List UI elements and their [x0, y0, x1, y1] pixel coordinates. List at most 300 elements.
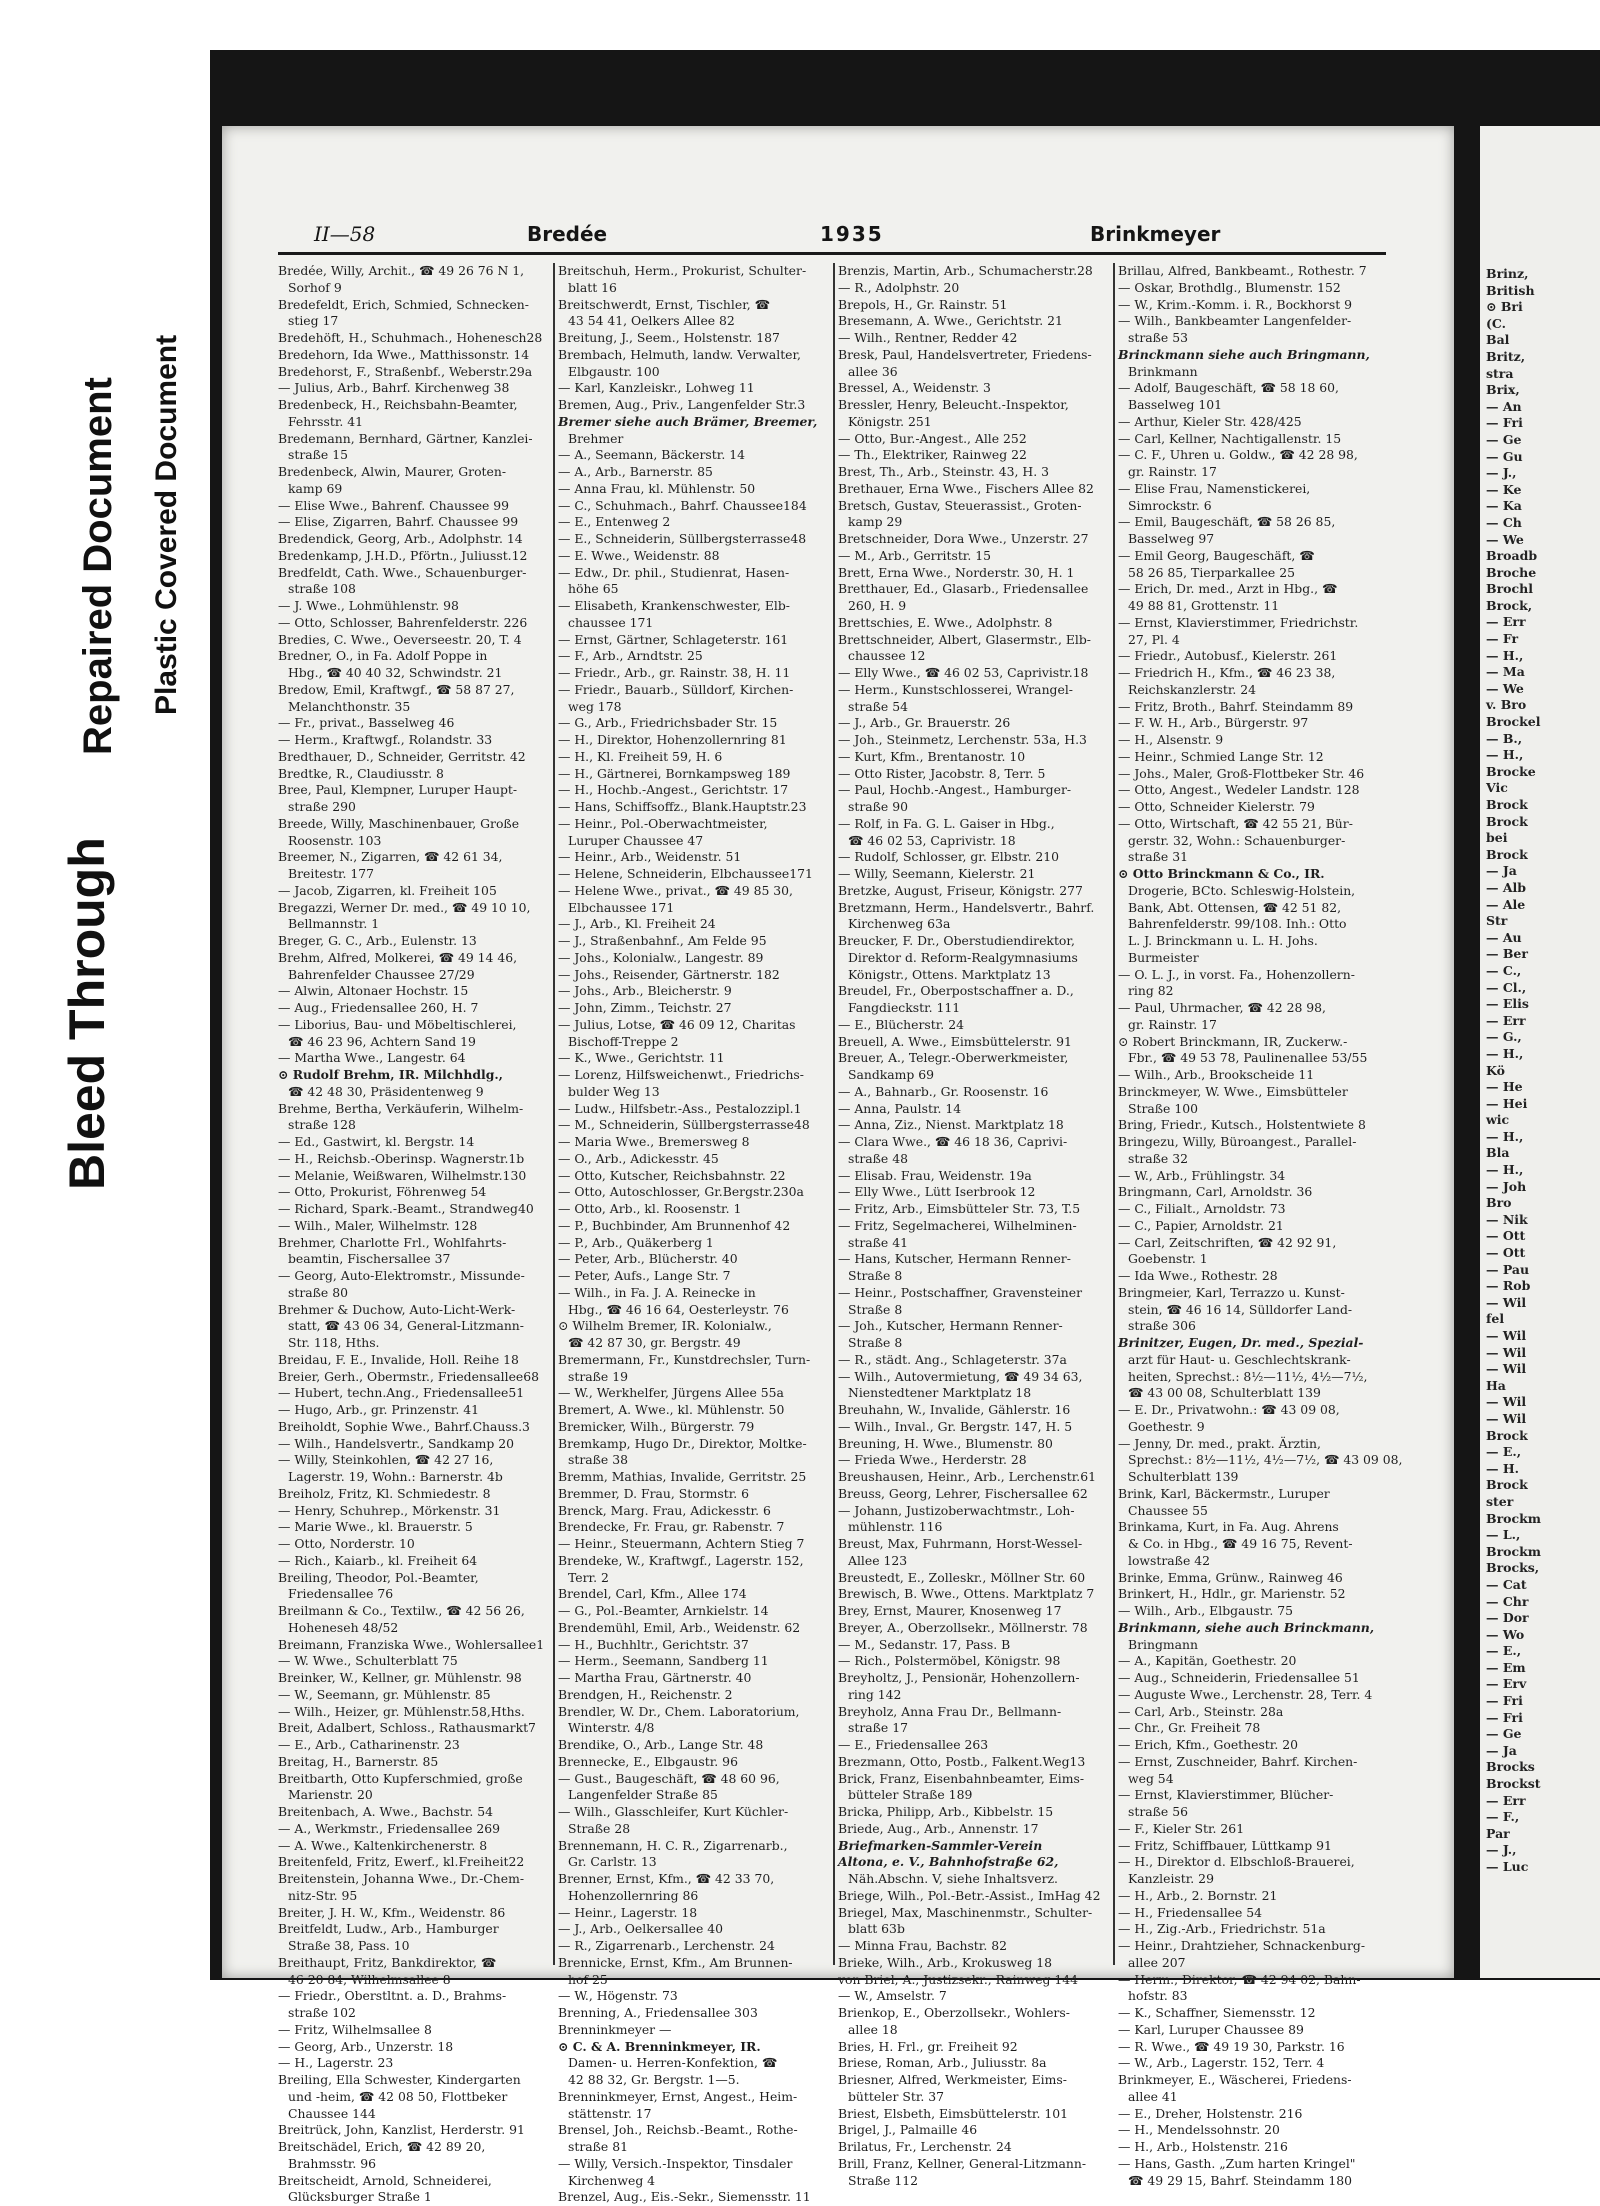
directory-entry-line: Bremert, A. Wwe., kl. Mühlenstr. 50: [558, 1402, 785, 1417]
directory-entry-line: Straße 8: [848, 1301, 903, 1317]
directory-entry-line: straße 56: [1128, 1804, 1188, 1819]
directory-column-3: [838, 263, 1108, 2188]
directory-entry-line: Bremer siehe auch Brämer, Breemer,: [558, 413, 818, 429]
adjacent-page-fragment: ster: [1486, 1493, 1514, 1509]
directory-entry-line: und -heim, ☎ 42 08 50, Flottbeker: [288, 2088, 508, 2104]
directory-entry-line: — H., Hochb.-Angest., Gerichtstr. 17: [558, 782, 789, 798]
adjacent-page-fragment: Brockm: [1486, 1543, 1541, 1559]
directory-entry-line: — Carl, Zeitschriften, ☎ 42 92 91,: [1118, 1234, 1337, 1250]
directory-entry-line: — Maria Wwe., Bremersweg 8: [558, 1134, 750, 1149]
adjacent-page-fragment: — Ke: [1486, 481, 1522, 497]
directory-entry-line: — Friedr., Bauarb., Sülldorf, Kirchen-: [558, 681, 794, 697]
directory-entry-line: — Wilh., Rentner, Redder 42: [838, 330, 1018, 345]
directory-entry-line: Brinkama, Kurt, in Fa. Aug. Ahrens: [1118, 1519, 1339, 1535]
directory-entry-line: Breushausen, Heinr., Arb., Lerchenstr.61: [838, 1469, 1096, 1484]
adjacent-page-fragment: — H.,: [1486, 747, 1524, 763]
directory-entry-line: Goethestr. 9: [1128, 1418, 1205, 1434]
directory-entry-line: — Joh., Kutscher, Hermann Renner-: [838, 1318, 1063, 1334]
directory-entry-line: Nienstedtener Marktplatz 18: [848, 1385, 1032, 1401]
directory-entry-line: — J. Wwe., Lohmühlenstr. 98: [278, 598, 459, 613]
directory-entry-line: weg 178: [568, 698, 622, 714]
directory-entry-line: Breucker, F. Dr., Oberstudiendirektor,: [838, 933, 1075, 948]
directory-entry-line: — P., Buchbinder, Am Brunnenhof 42: [558, 1217, 791, 1233]
directory-entry-line: straße 48: [848, 1150, 908, 1166]
directory-entry-line: — Ernst, Gärtner, Schlageterstr. 161: [558, 631, 789, 647]
directory-entry-line: — H., Reichsb.-Oberinsp. Wagnerstr.1b: [278, 1150, 525, 1166]
directory-entry-line: — O., Arb., Adickesstr. 45: [558, 1150, 719, 1166]
directory-entry-line: Bredendick, Georg, Arb., Adolphstr. 14: [278, 531, 523, 546]
directory-entry-line: — Joh., Steinmetz, Lerchenstr. 53a, H.3: [838, 732, 1087, 747]
directory-entry-line: Bringmann: [1128, 1636, 1198, 1652]
directory-entry-line: — C., Schuhmach., Bahrf. Chaussee184: [558, 497, 807, 513]
directory-entry-line: Bresk, Paul, Handelsvertreter, Friedens-: [838, 346, 1092, 362]
directory-entry-line: — Wilh., Handelsvertr., Sandkamp 20: [278, 1435, 515, 1451]
adjacent-page-fragment: — Ale: [1486, 896, 1526, 912]
directory-entry-line: — H., Arb., Holstenstr. 216: [1118, 2139, 1288, 2154]
directory-entry-line: — H., Alsenstr. 9: [1118, 732, 1224, 747]
directory-entry-line: — W. Wwe., Schulterblatt 75: [278, 1653, 458, 1669]
directory-entry-line: — Rich., Kaiarb., kl. Freiheit 64: [278, 1552, 478, 1568]
directory-entry-line: 27, Pl. 4: [1128, 631, 1180, 647]
directory-entry-line: Bretzmann, Herm., Handelsvertr., Bahrf.: [838, 899, 1095, 915]
directory-entry-line: Gr. Carlstr. 13: [568, 1854, 657, 1870]
page-number: II—58: [314, 222, 376, 246]
adjacent-page-fragment: — Fr: [1486, 631, 1519, 647]
directory-entry-line: weg 54: [1128, 1770, 1174, 1786]
directory-entry-line: Brenninkmeyer —: [558, 2021, 672, 2037]
directory-entry-line: Brendgen, H., Reichenstr. 2: [558, 1686, 733, 1702]
directory-entry-line: Brinkert, H., Hdlr., gr. Marienstr. 52: [1118, 1586, 1346, 1602]
directory-entry-line: kamp 69: [288, 480, 343, 496]
adjacent-page-fragment: — Ch: [1486, 514, 1522, 530]
directory-entry-line: Bredefeldt, Erich, Schmied, Schnecken-: [278, 296, 529, 312]
directory-entry-line: Breitfeldt, Ludw., Arb., Hamburger: [278, 1921, 499, 1937]
directory-entry-line: Brink, Karl, Bäckermstr., Luruper: [1118, 1485, 1330, 1501]
adjacent-page-fragment: — Err: [1486, 1012, 1526, 1028]
adjacent-page-fragment: Brinz,: [1486, 266, 1529, 281]
directory-entry-line: Chaussee 144: [288, 2105, 376, 2121]
directory-entry-line: — H., Buchhltr., Gerichtstr. 37: [558, 1636, 749, 1652]
directory-entry-line: Elbgaustr. 100: [568, 363, 660, 379]
directory-entry-line: — A. Wwe., Kaltenkirchenerstr. 8: [278, 1837, 488, 1853]
directory-entry-line: ring 82: [1128, 983, 1174, 999]
directory-entry-line: — C., Papier, Arnoldstr. 21: [1118, 1217, 1284, 1233]
directory-entry-line: Bremicker, Wilh., Bürgerstr. 79: [558, 1418, 755, 1434]
directory-entry-line: Breier, Gerh., Obermstr., Friedensallee68: [278, 1368, 540, 1384]
directory-entry-line: Brembach, Helmuth, landw. Verwalter,: [558, 346, 801, 362]
directory-entry-line: Breitung, J., Seem., Holstenstr. 187: [558, 330, 780, 345]
directory-entry-line: Briegel, Max, Maschinenmstr., Schulter-: [838, 1904, 1093, 1920]
directory-entry-line: ☎ 42 48 30, Präsidentenweg 9: [288, 1083, 484, 1099]
directory-entry-line: Fehrsstr. 41: [288, 413, 364, 429]
directory-entry-line: Straße 100: [1128, 1100, 1198, 1116]
adjacent-page-fragment: Brock: [1486, 846, 1528, 862]
directory-entry-line: Brendel, Carl, Kfm., Allee 174: [558, 1586, 747, 1602]
directory-entry-line: — F., Arb., Arndtstr. 25: [558, 648, 703, 664]
directory-entry-line: — M., Sedanstr. 17, Pass. B: [838, 1636, 1011, 1652]
directory-entry-line: straße 80: [288, 1284, 348, 1300]
directory-entry-line: Hoheneseh 48/52: [288, 1619, 399, 1635]
directory-entry-line: — Willy, Versich.-Inspektor, Tinsdaler: [558, 2155, 793, 2171]
adjacent-page-fragment: — Nik: [1486, 1211, 1528, 1227]
directory-entry-line: straße 17: [848, 1720, 908, 1736]
directory-entry-line: — G., Arb., Friedrichsbader Str. 15: [558, 715, 778, 731]
directory-entry-line: Brehmer: [568, 430, 624, 446]
adjacent-page-fragment: — Wil: [1486, 1361, 1527, 1377]
directory-entry-line: Bredow, Emil, Kraftwgf., ☎ 58 87 27,: [278, 681, 515, 697]
directory-entry-line: Bretzke, August, Friseur, Königstr. 277: [838, 882, 1083, 898]
directory-entry-line: Breuell, A. Wwe., Eimsbüttelerstr. 91: [838, 1033, 1072, 1049]
directory-entry-line: — W., Högenstr. 73: [558, 1988, 678, 2004]
directory-entry-line: — Alwin, Altonaer Hochstr. 15: [278, 983, 469, 999]
directory-entry-line: Brepols, H., Gr. Rainstr. 51: [838, 296, 1008, 312]
directory-entry-line: — F., Kieler Str. 261: [1118, 1820, 1245, 1836]
adjacent-page-fragment: Brochl: [1486, 581, 1533, 597]
directory-entry-line: Hbg., ☎ 46 16 64, Oesterleystr. 76: [568, 1301, 789, 1317]
directory-entry-line: Bredenbeck, Alwin, Maurer, Groten-: [278, 464, 507, 479]
directory-entry-line: — Martha Frau, Gärtnerstr. 40: [558, 1670, 752, 1685]
adjacent-page-fragment: — Dor: [1486, 1610, 1529, 1626]
directory-entry-line: — Otto, Norderstr. 10: [278, 1536, 415, 1551]
directory-entry-line: — Georg, Auto-Elektromstr., Missunde-: [278, 1268, 525, 1283]
directory-entry-line: — Otto, Autoschlosser, Gr.Bergstr.230a: [558, 1184, 804, 1200]
directory-entry-line: — W., Seemann, gr. Mühlenstr. 85: [278, 1686, 491, 1702]
directory-entry-line: — Elly Wwe., Lütt Iserbrook 12: [838, 1184, 1036, 1200]
directory-entry-line: Brewisch, B. Wwe., Ottens. Marktplatz 7: [838, 1586, 1095, 1602]
directory-entry-line: — E., Friedensallee 263: [838, 1737, 989, 1752]
directory-entry-line: — H., Direktor, Hohenzollernring 81: [558, 732, 787, 747]
directory-entry-line: — Georg, Arb., Unzerstr. 18: [278, 2038, 454, 2054]
directory-entry-line: Bregazzi, Werner Dr. med., ☎ 49 10 10,: [278, 899, 531, 915]
directory-entry-line: — P., Arb., Quäkerberg 1: [558, 1234, 714, 1250]
directory-entry-line: straße 31: [1128, 849, 1188, 865]
directory-entry-line: Reichskanzlerstr. 24: [1128, 681, 1257, 697]
adjacent-page-fragment: — E.,: [1486, 1444, 1522, 1460]
directory-entry-line: — H., Arb., 2. Bornstr. 21: [1118, 1887, 1278, 1903]
directory-entry-line: — W., Arb., Lagerstr. 152, Terr. 4: [1118, 2055, 1325, 2071]
directory-entry-line: Brendeke, W., Kraftwgf., Lagerstr. 152,: [558, 1552, 804, 1568]
year: 1935: [820, 222, 884, 246]
directory-entry-line: Terr. 2: [568, 1569, 609, 1585]
directory-entry-line: — Willy, Seemann, Kielerstr. 21: [838, 866, 1036, 881]
directory-entry-line: — F. W. H., Arb., Bürgerstr. 97: [1118, 715, 1309, 731]
directory-entry-line: straße 38: [568, 1452, 628, 1468]
directory-entry-line: Breede, Willy, Maschinenbauer, Große: [278, 815, 520, 831]
directory-entry-line: Basselweg 97: [1128, 531, 1215, 546]
directory-entry-line: Kanzleistr. 29: [1128, 1871, 1214, 1886]
directory-entry-line: Brahmsstr. 96: [288, 2155, 377, 2171]
adjacent-page: [1480, 126, 1600, 1978]
directory-entry-line: bütteler Str. 37: [848, 2088, 945, 2104]
directory-entry-line: straße 81: [568, 2139, 628, 2154]
directory-entry-line: Bremkamp, Hugo Dr., Direktor, Moltke-: [558, 1435, 807, 1451]
directory-entry-line: — Heinr., Arb., Weidenstr. 51: [558, 849, 742, 865]
adjacent-page-fragment: Brock,: [1486, 597, 1533, 613]
adjacent-page-fragment: bei: [1486, 830, 1508, 846]
adjacent-page-fragment: — Elis: [1486, 996, 1529, 1012]
directory-entry-line: Breimann, Franziska Wwe., Wohlersallee1: [278, 1636, 545, 1652]
adjacent-page-fragment: — Gu: [1486, 448, 1523, 464]
directory-entry-line: 42 88 32, Gr. Bergstr. 1—5.: [568, 2072, 740, 2087]
directory-entry-line: Bremm, Mathias, Invalide, Gerritstr. 25: [558, 1469, 807, 1484]
label-bleed-through: Bleed Through: [59, 837, 115, 1190]
directory-entry-line: Brett, Erna Wwe., Norderstr. 30, H. 1: [838, 564, 1075, 580]
directory-entry-line: Bredehöft, H., Schuhmach., Hohenesch28: [278, 330, 543, 345]
directory-entry-line: ⊙ Robert Brinckmann, IR, Zuckerw.-: [1118, 1033, 1348, 1049]
directory-entry-line: Breit, Adalbert, Schloss., Rathausmarkt7: [278, 1720, 536, 1736]
directory-entry-line: gerstr. 32, Wohn.: Schauenburger-: [1128, 832, 1346, 848]
adjacent-page-fragment: — Ott: [1486, 1228, 1526, 1244]
directory-entry-line: bulder Weg 13: [568, 1083, 660, 1099]
directory-column-4: [1118, 263, 1403, 2188]
directory-entry-line: — R., Zigarrenarb., Lerchenstr. 24: [558, 1938, 775, 1953]
adjacent-page-fragment: — Au: [1486, 929, 1522, 945]
directory-entry-line: Breiling, Theodor, Pol.-Beamter,: [278, 1569, 479, 1585]
directory-entry-line: Briede, Aug., Arb., Annenstr. 17: [838, 1820, 1039, 1836]
directory-entry-line: Melanchthonstr. 35: [288, 698, 411, 714]
directory-entry-line: nitz-Str. 95: [288, 1887, 358, 1903]
directory-entry-line: — Friedrich H., Kfm., ☎ 46 23 38,: [1118, 665, 1336, 680]
adjacent-page-fragment: Brock: [1486, 797, 1528, 812]
directory-entry-line: Brinckmeyer, W. Wwe., Eimsbütteler: [1118, 1083, 1348, 1099]
directory-entry-line: — A., Arb., Barnerstr. 85: [558, 464, 713, 479]
directory-entry-line: — E., Schneiderin, Süllbergsterrasse48: [558, 531, 807, 546]
directory-entry-line: — Otto Rister, Jacobstr. 8, Terr. 5: [838, 765, 1046, 781]
directory-entry-line: — Otto, Wirtschaft, ☎ 42 55 21, Bür-: [1118, 815, 1353, 831]
directory-entry-line: — Otto, Arb., kl. Roosenstr. 1: [558, 1201, 742, 1216]
directory-entry-line: stieg 17: [288, 313, 339, 329]
directory-entry-line: stättenstr. 17: [568, 2105, 652, 2121]
directory-entry-line: — Friedr., Oberstltnt. a. D., Brahms-: [278, 1988, 507, 2004]
directory-entry-line: Bredée, Willy, Archit., ☎ 49 26 76 N 1,: [278, 263, 525, 278]
directory-entry-line: — W., Werkhelfer, Jürgens Allee 55a: [558, 1385, 784, 1401]
directory-entry-line: — Wilh., Inval., Gr. Bergstr. 147, H. 5: [838, 1418, 1073, 1434]
directory-entry-line: — Wilh., Maler, Wilhelmstr. 128: [278, 1217, 478, 1233]
directory-entry-line: L. J. Brinckmann u. L. H. Johs.: [1128, 933, 1318, 948]
directory-entry-line: — Karl, Luruper Chaussee 89: [1118, 2021, 1304, 2037]
directory-entry-line: Breidau, F. E., Invalide, Holl. Reihe 18: [278, 1351, 519, 1367]
directory-entry-line: Friedensallee 76: [288, 1586, 394, 1602]
adjacent-page-column: [1486, 266, 1596, 1876]
directory-entry-line: mühlenstr. 116: [848, 1519, 943, 1535]
directory-entry-line: Briese, Roman, Arb., Juliusstr. 8a: [838, 2055, 1047, 2071]
directory-entry-line: allee 18: [848, 2021, 898, 2037]
directory-entry-line: chaussee 171: [568, 614, 654, 630]
adjacent-page-fragment: — Hei: [1486, 1095, 1528, 1111]
directory-entry-line: Breuhahn, W., Invalide, Gählerstr. 16: [838, 1402, 1071, 1417]
directory-entry-line: Brenzis, Martin, Arb., Schumacherstr.28: [838, 263, 1093, 278]
directory-entry-line: Brinkmann: [1128, 363, 1198, 379]
directory-entry-line: straße 90: [848, 799, 908, 814]
directory-entry-line: — W., Amselstr. 7: [838, 1988, 947, 2004]
directory-entry-line: — Julius, Arb., Bahrf. Kirchenweg 38: [278, 380, 510, 396]
directory-entry-line: Bricka, Philipp, Arb., Kibbelstr. 15: [838, 1804, 1054, 1819]
directory-entry-line: Brieke, Wilh., Arb., Krokusweg 18: [838, 1954, 1052, 1970]
adjacent-page-fragment: — Fri: [1486, 1709, 1523, 1725]
directory-entry-line: Fbr., ☎ 49 53 78, Paulinenallee 53/55: [1128, 1050, 1368, 1066]
directory-entry-line: Brinckmann siehe auch Bringmann,: [1118, 346, 1370, 362]
directory-entry-line: Bringmann, Carl, Arnoldstr. 36: [1118, 1184, 1313, 1200]
directory-entry-line: straße 306: [1128, 1318, 1196, 1334]
directory-entry-line: Kirchenweg 63a: [848, 916, 951, 932]
directory-entry-line: — Heinr., Postschaffner, Gravensteiner: [838, 1284, 1083, 1300]
directory-entry-line: — Herm., Direktor, ☎ 42 94 02, Bahn-: [1118, 1971, 1361, 1987]
directory-entry-line: Breinker, W., Kellner, gr. Mühlenstr. 98: [278, 1670, 522, 1685]
directory-entry-line: — H., Friedensallee 54: [1118, 1904, 1263, 1920]
directory-entry-line: Bredfeldt, Cath. Wwe., Schauenburger-: [278, 564, 527, 580]
directory-entry-line: Brest, Th., Arb., Steinstr. 43, H. 3: [838, 464, 1049, 479]
directory-entry-line: Basselweg 101: [1128, 397, 1222, 412]
directory-entry-line: Drogerie, BCto. Schleswig-Holstein,: [1128, 882, 1356, 898]
directory-entry-line: arzt für Haut- u. Geschlechtskrank-: [1128, 1351, 1351, 1367]
directory-entry-line: Breitenfeld, Fritz, Ewerf., kl.Freiheit22: [278, 1854, 525, 1870]
directory-entry-line: Brendemühl, Emil, Arb., Weidenstr. 62: [558, 1619, 801, 1635]
directory-entry-line: — Otto, Kutscher, Reichsbahnstr. 22: [558, 1167, 786, 1183]
directory-entry-line: Straße 8: [848, 1268, 903, 1283]
directory-entry-line: Roosenstr. 103: [288, 832, 382, 848]
directory-entry-line: Brennecke, E., Elbgaustr. 96: [558, 1753, 738, 1769]
directory-entry-line: — Heinr., Pol.-Oberwachtmeister,: [558, 815, 768, 831]
directory-entry-line: — Otto, Schlosser, Bahrenfelderstr. 226: [278, 614, 528, 630]
directory-entry-line: straße 54: [848, 698, 908, 714]
directory-entry-line: — Liborius, Bau- und Möbeltischlerei,: [278, 1016, 517, 1032]
adjacent-page-fragment: — He: [1486, 1079, 1523, 1095]
directory-entry-line: Bredemann, Bernhard, Gärtner, Kanzlei-: [278, 430, 533, 446]
column-divider: [833, 263, 835, 1965]
directory-entry-line: ⊙ C. & A. Brenninkmeyer, IR.: [558, 2038, 761, 2054]
directory-entry-line: — Wilh., Heizer, gr. Mühlenstr.58,Hths.: [278, 1703, 525, 1719]
directory-entry-line: straße 41: [848, 1234, 908, 1250]
directory-entry-line: — Elise Wwe., Bahrenf. Chaussee 99: [278, 497, 510, 513]
directory-entry-line: ⊙ Otto Brinckmann & Co., IR.: [1118, 866, 1325, 881]
directory-entry-line: ☎ 46 02 53, Caprivistr. 18: [848, 832, 1016, 848]
directory-entry-line: chaussee 12: [848, 648, 926, 664]
directory-entry-line: Lagerstr. 19, Wohn.: Barnerstr. 4b: [288, 1469, 503, 1484]
label-plastic-covered: Plastic Covered Document: [150, 334, 183, 715]
directory-column-1: [278, 263, 548, 2205]
directory-entry-line: — Rolf, in Fa. G. L. Gaiser in Hbg.,: [838, 815, 1055, 831]
directory-entry-line: — Paul, Uhrmacher, ☎ 42 28 98,: [1118, 1000, 1326, 1015]
directory-entry-line: Brendler, W. Dr., Chem. Laboratorium,: [558, 1703, 800, 1719]
directory-entry-line: — J., Arb., Gr. Brauerstr. 26: [838, 715, 1011, 731]
directory-entry-line: — H., Kl. Freiheit 59, H. 6: [558, 748, 723, 764]
adjacent-page-fragment: — H.,: [1486, 1128, 1524, 1144]
directory-entry-line: — Wilh., Arb., Elbgaustr. 75: [1118, 1603, 1293, 1618]
directory-entry-line: Sprechst.: 8½—11½, 4½—7½, ☎ 43 09 08,: [1128, 1452, 1403, 1468]
adjacent-page-fragment: Brock: [1486, 1477, 1528, 1493]
directory-entry-line: straße 19: [568, 1368, 628, 1384]
directory-entry-line: Straße 38, Pass. 10: [288, 1938, 410, 1953]
directory-entry-line: Brezmann, Otto, Postb., Falkent.Weg13: [838, 1753, 1086, 1769]
adjacent-page-fragment: wic: [1486, 1112, 1510, 1128]
directory-entry-line: — Oskar, Brothdlg., Blumenstr. 152: [1118, 279, 1341, 295]
directory-entry-line: — M., Schneiderin, Süllbergsterrasse48: [558, 1117, 810, 1133]
directory-entry-line: bütteler Straße 189: [848, 1787, 973, 1803]
directory-entry-line: blatt 16: [568, 279, 617, 295]
adjacent-page-fragment: — H.,: [1486, 1162, 1524, 1178]
directory-entry-line: Burmeister: [1128, 949, 1199, 965]
adjacent-page-fragment: — Wil: [1486, 1344, 1527, 1360]
directory-entry-line: — Johs., Kolonialw., Langestr. 89: [558, 949, 764, 965]
directory-entry-line: — Melanie, Weißwaren, Wilhelmstr.130: [278, 1167, 527, 1183]
directory-entry-line: — Hans, Gasth. „Zum harten Kringel": [1118, 2155, 1356, 2171]
directory-entry-line: — Chr., Gr. Freiheit 78: [1118, 1720, 1261, 1736]
adjacent-page-fragment: — Ka: [1486, 498, 1522, 514]
directory-entry-line: Breudel, Fr., Oberpostschaffner a. D.,: [838, 983, 1074, 999]
adjacent-page-fragment: — F.,: [1486, 1809, 1520, 1825]
adjacent-page-fragment: — Alb: [1486, 879, 1527, 895]
adjacent-page-fragment: Ha: [1486, 1377, 1506, 1393]
directory-entry-line: Fangdieckstr. 111: [848, 1000, 961, 1015]
directory-entry-line: — Johs., Reisender, Gärtnerstr. 182: [558, 966, 780, 982]
directory-entry-line: — E. Dr., Privatwohn.: ☎ 43 09 08,: [1118, 1402, 1340, 1417]
directory-entry-line: — Ed., Gastwirt, kl. Bergstr. 14: [278, 1134, 475, 1149]
directory-entry-line: Brehme, Bertha, Verkäuferin, Wilhelm-: [278, 1100, 524, 1116]
adjacent-page-fragment: — Fri: [1486, 415, 1523, 431]
adjacent-page-fragment: — Wil: [1486, 1294, 1527, 1310]
adjacent-page-fragment: — Wil: [1486, 1394, 1527, 1410]
directory-entry-line: — Friedr., Autobusf., Kielerstr. 261: [1118, 648, 1338, 664]
adjacent-page-fragment: — Cl.,: [1486, 979, 1527, 995]
directory-entry-line: Breitrück, John, Kanzlist, Herderstr. 91: [278, 2122, 525, 2138]
adjacent-page-fragment: Brockst: [1486, 1776, 1541, 1792]
directory-entry-line: Brick, Franz, Eisenbahnbeamter, Eims-: [838, 1770, 1085, 1786]
directory-entry-line: — Marie Wwe., kl. Brauerstr. 5: [278, 1519, 473, 1535]
directory-entry-line: — Fritz, Broth., Bahrf. Steindamm 89: [1118, 698, 1354, 714]
adjacent-page-fragment: Brocke: [1486, 763, 1536, 779]
directory-entry-line: Breiter, J. H. W., Kfm., Weidenstr. 86: [278, 1904, 506, 1920]
directory-entry-line: Bredehorst, F., Straßenbf., Weberstr.29a: [278, 363, 533, 379]
directory-entry-line: blatt 63b: [848, 1921, 905, 1937]
directory-entry-line: Brettschneider, Albert, Glasermstr., Elb-: [838, 631, 1091, 647]
adjacent-page-fragment: Brockel: [1486, 714, 1541, 730]
directory-entry-line: Brehm, Alfred, Molkerei, ☎ 49 14 46,: [278, 949, 518, 965]
adjacent-page-fragment: — We: [1486, 531, 1524, 547]
directory-entry-line: Bresemann, A. Wwe., Gerichtstr. 21: [838, 313, 1063, 329]
directory-entry-line: Brinkmeyer, E., Wäscherei, Friedens-: [1118, 2072, 1352, 2087]
directory-entry-line: — Johs., Maler, Groß-Flottbeker Str. 46: [1118, 765, 1365, 781]
directory-entry-line: — Johs., Arb., Bleicherstr. 9: [558, 983, 732, 999]
directory-entry-line: — H., Lagerstr. 23: [278, 2055, 394, 2071]
directory-entry-line: — A., Bahnarb., Gr. Roosenstr. 16: [838, 1083, 1049, 1099]
adjacent-page-fragment: Bro: [1486, 1195, 1512, 1211]
last-name-on-page: Brinkmeyer: [1090, 222, 1221, 246]
directory-entry-line: — Paul, Hochb.-Angest., Hamburger-: [838, 782, 1072, 798]
adjacent-page-fragment: Brix,: [1486, 382, 1520, 398]
adjacent-page-fragment: — Erv: [1486, 1676, 1527, 1692]
directory-entry-line: — Elly Wwe., ☎ 46 02 53, Caprivistr.18: [838, 665, 1089, 680]
adjacent-page-fragment: — Ja: [1486, 863, 1517, 879]
adjacent-page-fragment: — Wil: [1486, 1328, 1527, 1343]
directory-entry-line: Bremermann, Fr., Kunstdrechsler, Turn-: [558, 1351, 811, 1367]
directory-entry-line: Breuss, Georg, Lehrer, Fischersallee 62: [838, 1485, 1088, 1501]
directory-entry-line: — Richard, Spark.-Beamt., Strandweg40: [278, 1201, 534, 1216]
directory-entry-line: straße 108: [288, 581, 356, 597]
directory-entry-line: Breiholdt, Sophie Wwe., Bahrf.Chauss.3: [278, 1418, 530, 1434]
directory-entry-line: — M., Arb., Gerritstr. 15: [838, 547, 992, 563]
directory-entry-line: Briege, Wilh., Pol.-Betr.-Assist., ImHag 42: [838, 1887, 1101, 1903]
directory-entry-line: 58 26 85, Tierparkallee 25: [1128, 564, 1295, 580]
directory-entry-line: — O. L. J., in vorst. Fa., Hohenzollern-: [1118, 966, 1355, 982]
directory-entry-line: 46 20 84, Wilhelmsallee 8: [288, 1971, 451, 1987]
directory-entry-line: ☎ 46 23 96, Achtern Sand 19: [288, 1033, 476, 1049]
directory-entry-line: Straße 8: [848, 1335, 903, 1350]
directory-entry-line: — J., Straßenbahnf., Am Felde 95: [558, 933, 767, 948]
directory-entry-line: Brillau, Alfred, Bankbeamt., Rothestr. 7: [1118, 263, 1367, 278]
adjacent-page-fragment: — Fri: [1486, 1693, 1523, 1709]
directory-entry-line: hofstr. 83: [1128, 1988, 1188, 2004]
adjacent-page-fragment: — We: [1486, 680, 1524, 696]
